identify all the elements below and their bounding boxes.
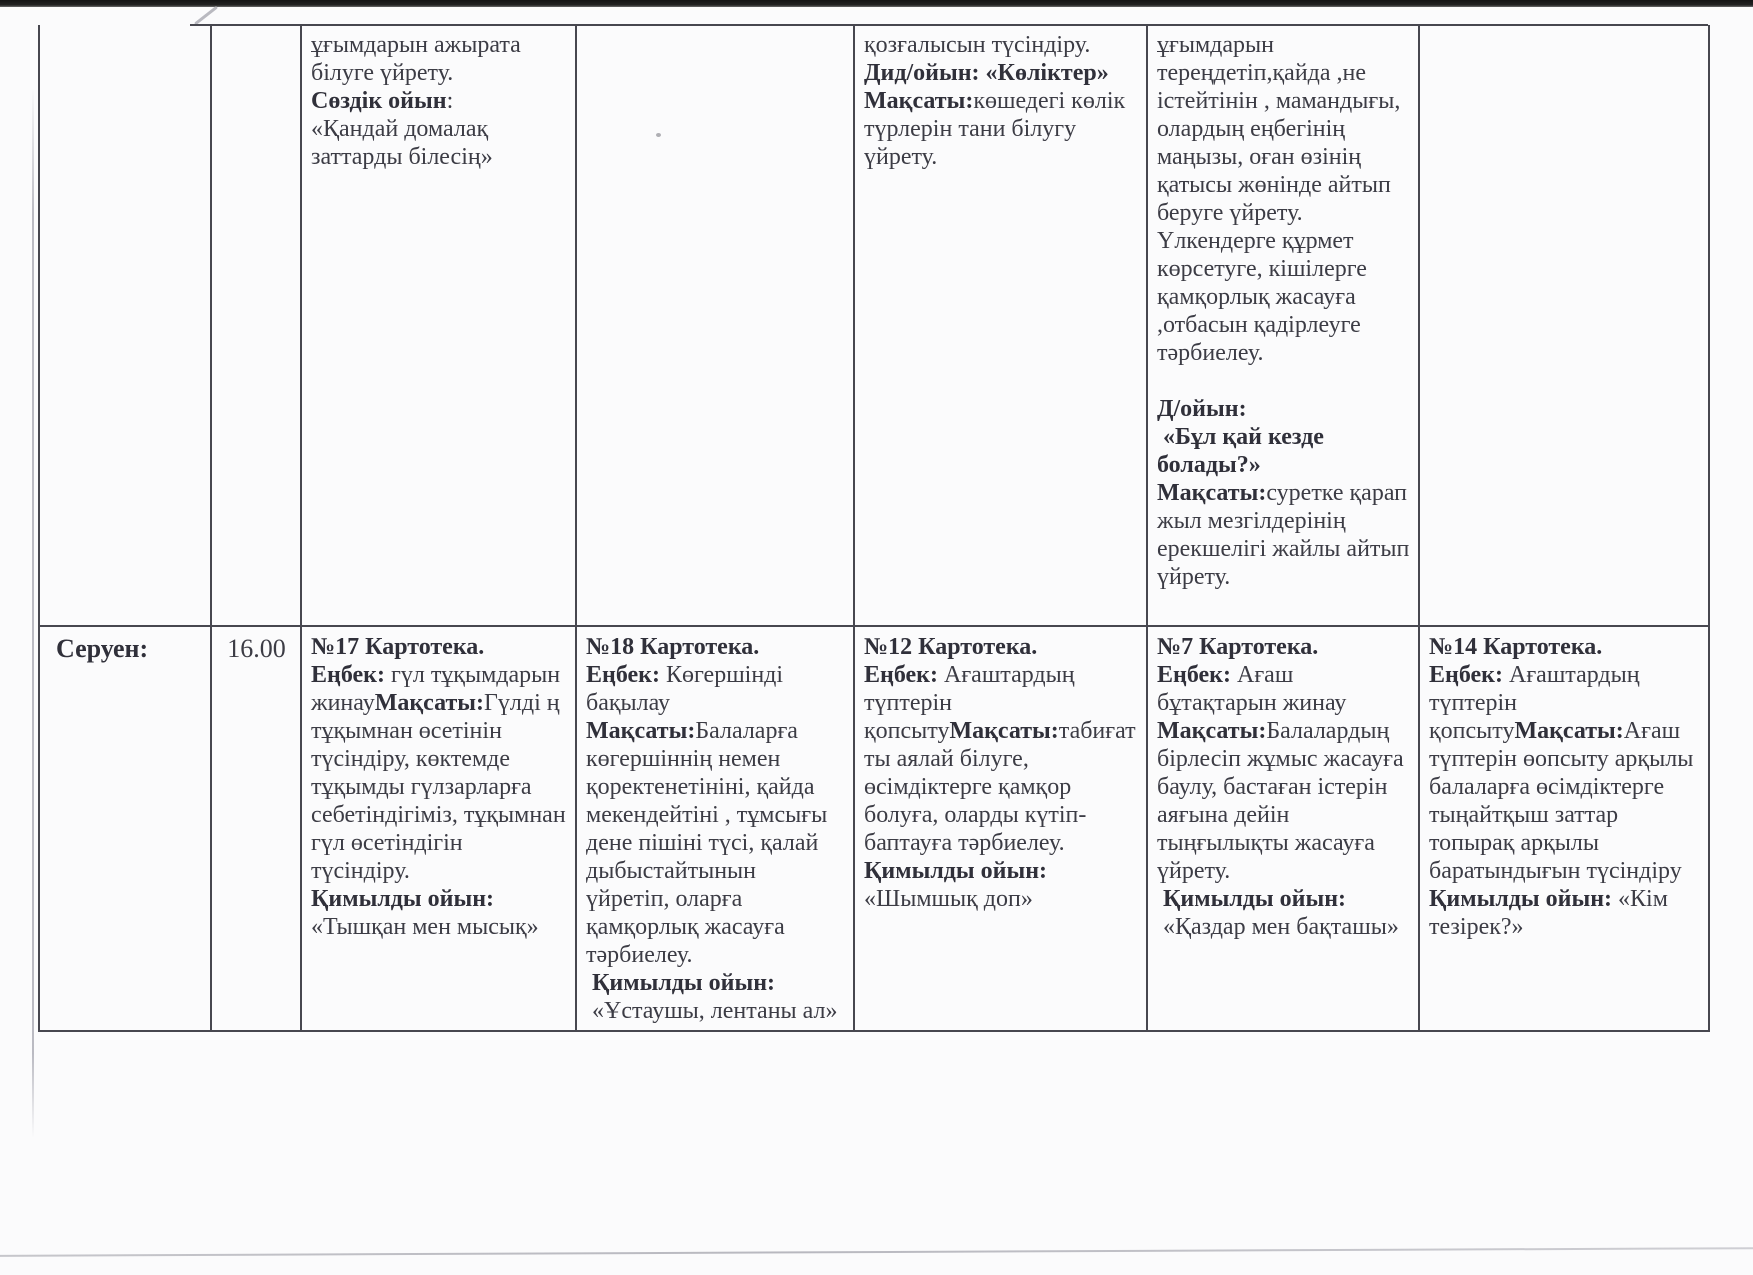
pencil-mark [194, 6, 218, 26]
text-segment: Ағаш бұтақтарын жинау [1157, 662, 1347, 716]
text-block [586, 633, 845, 661]
scan-edge-bottom [0, 1247, 1753, 1257]
text-segment: Еңбек: [1157, 662, 1231, 688]
text-block [1429, 661, 1700, 941]
text-block [311, 885, 567, 913]
text-segment: Көгершінді бақылау [586, 662, 790, 716]
text-block [1157, 31, 1410, 367]
text-segment: Балаларға көгершіннің немен қоректенетініні, қайда мекендейтіні , тұмсығы дене пішіні түсі, қалай дыбыстайтынын үйретіп, оларға қамқорлық жасауға тәрбиелеу. [586, 718, 834, 968]
scan-edge-top [0, 0, 1753, 7]
text-block [864, 31, 1138, 59]
text-segment: ұғымдарын ажырата білуге үйрету. [311, 32, 527, 86]
row2-col3-cell [302, 627, 577, 1032]
row1-col5-cell [855, 25, 1148, 627]
text-segment: Қимылды ойын: [311, 886, 495, 912]
text-segment: Мақсаты: [374, 690, 485, 716]
text-segment: қозғалысын түсіндіру. [864, 32, 1091, 58]
text-segment: «Кім тезірек?» [1429, 886, 1674, 940]
text-block [1157, 367, 1410, 395]
text-block [1157, 717, 1410, 885]
text-segment: Мақсаты: [1157, 718, 1267, 744]
text-segment: Серуен: [56, 634, 149, 663]
row2-col5-cell [855, 627, 1148, 1032]
text-block [1157, 395, 1410, 423]
text-segment: Мақсаты: [1157, 480, 1267, 506]
text-segment: №14 Картотека. [1429, 634, 1603, 660]
text-segment: Еңбек: [864, 662, 938, 688]
text-block [864, 87, 1138, 171]
text-block [311, 661, 572, 885]
text-segment: Мақсаты: [1514, 718, 1624, 744]
text-segment: ұғымдарын тереңдетіп,қайда ,не істейтінін , мамандығы, олардың еңбегінің маңызы, оған өзінің қатысы жөнінде айтып беруге үйрету. Үлкендерге құрмет көрсетуге, кішілерге қамқорлық жасауға ,отбасын қадірлеуге тәрбиелеу. [1157, 32, 1407, 366]
text-block [864, 885, 1138, 913]
text-block [864, 661, 1142, 857]
text-block [311, 31, 567, 87]
text-block [864, 59, 1138, 87]
text-block [586, 717, 845, 969]
text-segment: Ағаш түптерін өопсыту арқылы балаларға өсімдіктерге тыңайтқыш заттар топырақ арқылы баратындығын түсіндіру [1429, 718, 1700, 884]
text-block [1157, 885, 1410, 913]
row1-activity-label-cell [40, 25, 212, 627]
text-segment: Қимылды ойын: [864, 858, 1048, 884]
row1-col7-cell [1420, 25, 1710, 627]
row2-col4-cell [577, 627, 855, 1032]
text-segment: Қимылды ойын: [1429, 886, 1613, 912]
row1-col4-cell [577, 25, 855, 627]
text-segment: Ағаштардың түптерін қопсыту [864, 662, 1081, 744]
text-segment: гүл тұқымдарын жинау [311, 662, 567, 716]
text-segment: Д/ойын: [1157, 396, 1247, 422]
text-block [586, 969, 845, 997]
text-segment: 16.00 [227, 634, 286, 663]
text-segment: «Бұл қай кезде болады?» [1157, 424, 1330, 478]
schedule-table [38, 25, 1710, 1032]
text-segment: Еңбек: [311, 662, 385, 688]
text-segment: «Қандай домалақ заттарды білесің» [311, 116, 495, 170]
text-segment: көшедегі көлік түрлерін тани білугу үйрету. [864, 88, 1132, 170]
row2-col7-cell [1420, 627, 1710, 1032]
text-segment: Қимылды ойын: [586, 970, 776, 996]
text-segment: Мақсаты: [586, 718, 696, 744]
text-segment: №12 Картотека. [864, 634, 1038, 660]
text-block [1157, 479, 1416, 591]
text-block [1429, 633, 1700, 661]
text-segment: Еңбек: [1429, 662, 1503, 688]
text-segment: «Шымшық доп» [864, 886, 1033, 912]
text-segment: Мақсаты: [864, 88, 974, 114]
text-block [311, 87, 567, 115]
text-segment: «Тышқан мен мысық» [311, 914, 539, 940]
text-segment: Еңбек: [586, 662, 660, 688]
text-segment: №17 Картотека. [311, 634, 485, 660]
row2-time-cell [212, 627, 302, 1032]
text-block [864, 857, 1138, 885]
text-segment: «Ұстаушы, лентаны ал» [586, 998, 838, 1024]
text-block [311, 115, 567, 171]
row1-col3-cell [302, 25, 577, 627]
text-block [1157, 913, 1410, 941]
text-segment: Дид/ойын: «Көліктер» [864, 60, 1109, 86]
text-block [1157, 423, 1410, 479]
text-segment: Қимылды ойын: [1157, 886, 1347, 912]
text-block [221, 635, 292, 663]
text-segment: №7 Картотека. [1157, 634, 1319, 660]
text-block [56, 635, 202, 663]
text-segment: Мақсаты: [949, 718, 1059, 744]
text-segment: Балалардың бірлесіп жұмыс жасауға баулу, бастаған істерін аяғына дейін тыңғылықты жасауға үйрету. [1157, 718, 1410, 884]
text-segment: Сөздік ойын [311, 88, 447, 114]
text-block [586, 661, 845, 717]
text-block [864, 633, 1138, 661]
text-segment: суретке қарап жыл мезгілдерінің ерекшелігі жайлы айтып үйрету. [1157, 480, 1416, 590]
row1-col6-cell [1148, 25, 1420, 627]
page-edge-shadow [32, 88, 34, 1138]
row1-time-cell [212, 25, 302, 627]
text-segment: табиғат ты аялай білуге, өсімдіктерге қамқор болуға, оларды күтіп-баптауға тәрбиелеу. [864, 718, 1142, 856]
text-segment: №18 Картотека. [586, 634, 760, 660]
text-block [311, 913, 567, 941]
text-block [1157, 661, 1410, 717]
text-segment: : [446, 88, 454, 114]
row2-col6-cell [1148, 627, 1420, 1032]
text-segment: «Қаздар мен бақташы» [1157, 914, 1399, 940]
text-segment: Ағаштардың түптерін қопсыту [1429, 662, 1646, 744]
row2-activity-label-cell [40, 627, 212, 1032]
text-block [311, 633, 567, 661]
text-block [1157, 633, 1410, 661]
text-segment: Гүлді ң тұқымнан өсетінін түсіндіру, көктемде тұқымды гүлзарларға себетіндігіміз, тұқымнан гүл өсетіндігін түсіндіру. [311, 690, 572, 884]
text-block [586, 997, 845, 1025]
